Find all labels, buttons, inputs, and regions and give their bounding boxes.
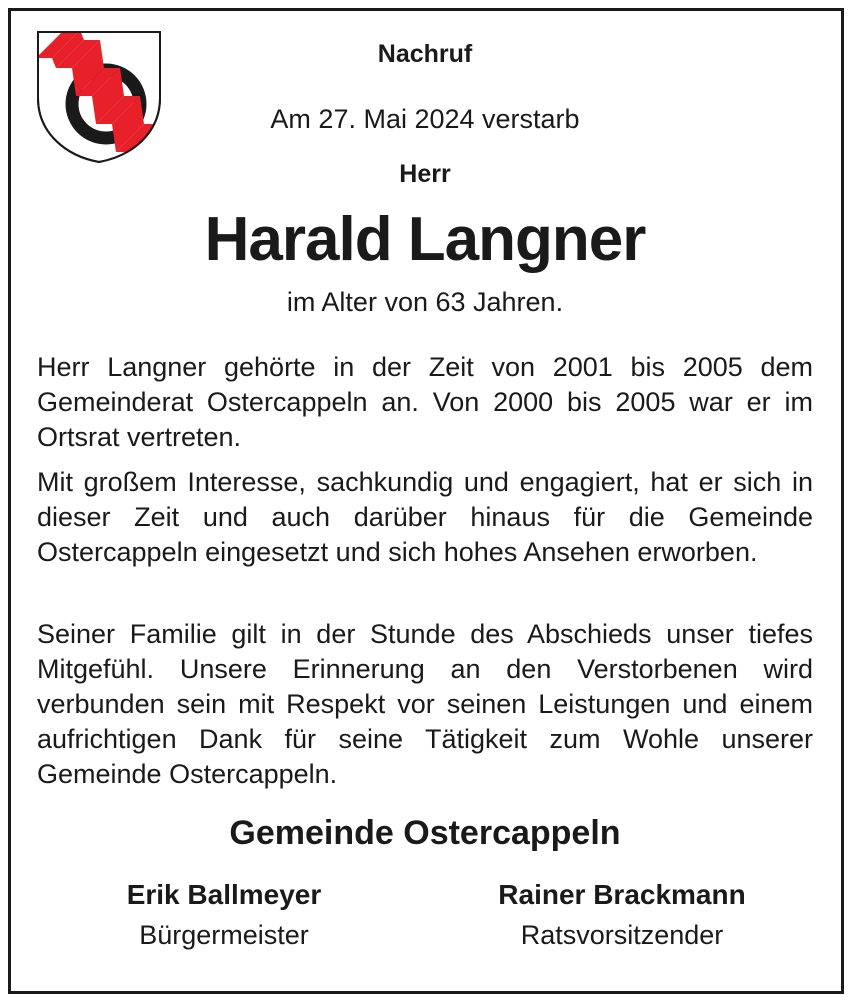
organization-name: Gemeinde Ostercappeln xyxy=(229,814,621,852)
death-date-line: Am 27. Mai 2024 verstarb xyxy=(270,104,580,134)
signatory-name-1: Erik Ballmeyer xyxy=(126,879,322,910)
signatory-name-2: Rainer Brackmann xyxy=(498,879,746,910)
signatory-role-1: Bürgermeister xyxy=(139,920,309,950)
honorific: Herr xyxy=(399,160,451,188)
body-paragraph-1: Herr Langner gehörte in der Zeit von 2001 bis 2005 dem Gemeinderat Ostercappeln an. Von 2000 bis 2005 war er im Ortsrat vertreten. xyxy=(37,352,813,452)
body-paragraph-2: Mit großem Interesse, sachkundig und engagiert, hat er sich in dieser Zeit und auch darüber hinaus für die Gemeinde Ostercappeln eingesetzt und sich hohes Ansehen erworben. xyxy=(37,467,813,567)
deceased-name: Harald Langner xyxy=(204,205,646,274)
body-paragraph-3: Seiner Familie gilt in der Stunde des Abschieds unser tiefes Mitgefühl. Unsere Erinnerung an den Verstorbenen wird verbunden sein mit Respekt vor seinen Leistungen und einem aufrichtigen Dank für seine Tätigkeit zum Wohle unserer Gemeinde Ostercappeln. xyxy=(37,619,813,789)
notice-heading: Nachruf xyxy=(377,40,473,68)
age-line: im Alter von 63 Jahren. xyxy=(286,287,564,317)
signatory-role-2: Ratsvorsitzender xyxy=(520,920,724,950)
